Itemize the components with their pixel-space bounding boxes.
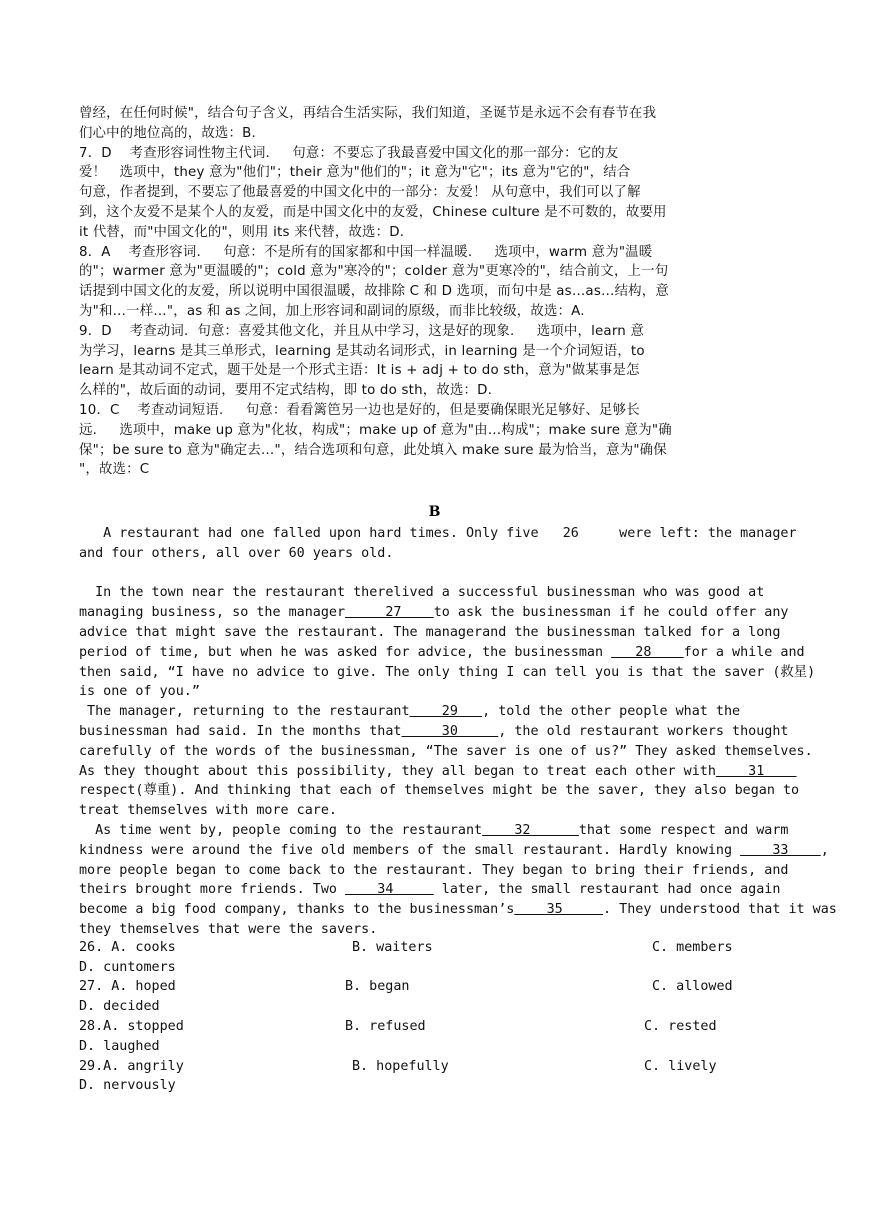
answer-line: 话提到中国文化的友爱，所以说明中国很温暖，故排除 C 和 D 选项，而句中是 as…as…结构，意	[79, 284, 669, 300]
answer-line: it 代替，而"中国文化的"，则用 its 来代替，故选：D.	[79, 224, 405, 240]
passage-line	[79, 682, 200, 702]
passage-line	[79, 821, 788, 841]
passage-text: theirs brought more friends. Two	[79, 882, 346, 898]
passage-text: become a big food company, thanks to the businessman’s	[79, 902, 515, 918]
passage-text: As time went by, people coming to the restaurant	[79, 823, 483, 838]
passage-text: is one of you.”	[79, 684, 200, 700]
option-a: 27. A. hoped	[79, 979, 176, 995]
option-b: B. began	[345, 979, 410, 995]
passage-line: A restaurant had one falled upon hard times. Only five 26 were left: the manager	[79, 526, 797, 541]
section-title: B	[428, 504, 441, 520]
passage-text: then said, “I have no advice to give. The only thing I can tell you is that the saver (救星)	[79, 664, 816, 680]
passage-line	[79, 920, 377, 940]
option-c: C. members	[652, 939, 733, 955]
passage-line: and four others, all over 60 years old.	[79, 545, 394, 561]
option-b: B. refused	[345, 1019, 426, 1034]
passage-line	[79, 702, 740, 722]
answer-line: 句意，作者提到，不要忘了他最喜爱的中国文化中的一部分：友爱！ 从句意中，我们可以了解	[79, 185, 641, 201]
passage-text: to ask the businessman if he could offer any	[433, 605, 789, 621]
option-a: 29.A. angrily	[79, 1058, 184, 1074]
blank-number: 27	[345, 605, 434, 621]
passage-text: businessman had said. In the months that	[79, 724, 402, 739]
option-c: C. allowed	[652, 979, 733, 995]
passage-text: more people began to come back to the restaurant. They began to bring their friends, and	[79, 862, 789, 878]
passage-text: for a while and	[683, 644, 805, 660]
option-d: D. cuntomers	[79, 959, 176, 975]
option-b: B. hopefully	[352, 1058, 449, 1074]
passage-text: , the old restaurant workers thought	[498, 724, 789, 739]
passage-text: treat themselves with more care.	[79, 803, 337, 819]
passage-text: In the town near the restaurant therelived a successful businessman who was good at	[79, 585, 765, 601]
answer-line: 9．D 考查动词. 句意：喜爱其他文化，并且从中学习，这是好的现象. 选项中，learn 意	[79, 323, 645, 339]
passage-line	[79, 801, 337, 821]
passage-text: kindness were around the five old members of the small restaurant. Hardly knowing	[79, 842, 741, 858]
passage-text: . They understood that it was	[603, 902, 837, 918]
answer-line: 远. 选项中，make up 意为"化妆，构成"；make up of 意为"由…构成"；make sure 意为"确	[79, 422, 672, 438]
answer-line: 为学习，learns 是其三单形式，learning 是其动名词形式，in learning 是一个介词短语，to	[79, 343, 645, 359]
answer-line: 曾经，在任何时候"，结合句子含义，再结合生活实际，我们知道，圣诞节是永远不会有春节在我	[79, 106, 657, 121]
option-d: D. nervously	[79, 1078, 176, 1094]
passage-line	[79, 742, 813, 762]
answer-line: learn 是其动词不定式，题干处是一个形式主语：It is + adj + to do sth，意为"做某事是怎	[79, 363, 640, 379]
blank-number: 35	[514, 902, 604, 918]
passage-line	[79, 623, 780, 643]
passage-line	[79, 663, 815, 683]
answer-line: 8．A 考查形容词. 句意：不是所有的国家都和中国一样温暖. 选项中，warm 意为"温暖	[79, 244, 653, 260]
answer-line: 么样的"，故后面的动词，要用不定式结构，即 to do sth，故选：D.	[79, 383, 493, 399]
blank-number: 29	[409, 704, 483, 720]
passage-text: advice that might save the restaurant. The managerand the businessman talked for a long	[79, 625, 781, 640]
answer-line: 们心中的地位高的，故选：B.	[79, 125, 256, 141]
passage-line	[79, 603, 788, 623]
passage-text: they themselves that were the savers.	[79, 922, 378, 937]
passage-text: later, the small restaurant had once again	[433, 882, 781, 898]
passage-text: managing business, so the manager	[79, 605, 346, 621]
blank-number: 31	[715, 763, 797, 779]
passage-text: respect(尊重). And thinking that each of themselves might be the saver, they also began to	[79, 783, 800, 799]
passage-text: ,	[820, 842, 829, 858]
option-a: 28.A. stopped	[79, 1019, 184, 1034]
passage-line	[79, 781, 799, 801]
passage-line	[79, 841, 829, 861]
answer-line: "，故选：C	[79, 462, 150, 478]
passage-text: that some respect and warm	[578, 823, 789, 838]
blank-number: 34	[345, 882, 434, 898]
passage-text: The manager, returning to the restaurant	[79, 704, 410, 720]
passage-line	[79, 880, 780, 900]
answer-line: 为"和…一样…"，as 和 as 之间，加上形容词和副词的原级，而非比较级，故选：A.	[79, 304, 585, 319]
passage-text: , told the other people what the	[482, 704, 741, 720]
answer-line: 到，这个友爱不是某个人的友爱，而是中国文化中的友爱，Chinese culture 是不可数的，故要用	[79, 205, 667, 220]
blank-number: 28	[611, 644, 684, 660]
passage-line	[79, 762, 797, 782]
option-b: B. waiters	[352, 939, 433, 955]
answer-line: 保"；be sure to 意为"确定去…"，结合选项和句意，此处填入 make sure 最为恰当，意为"确保	[79, 442, 667, 458]
passage-text: As they thought about this possibility, they all began to treat each other with	[79, 763, 716, 779]
passage-line	[79, 861, 788, 881]
option-c: C. lively	[644, 1058, 717, 1074]
option-d: D. decided	[79, 999, 160, 1015]
answer-line: 的"；warmer 意为"更温暖的"；cold 意为"寒冷的"；colder 意为"更寒冷的"，结合前文，上一句	[79, 264, 669, 280]
blank-number: 32	[482, 823, 579, 838]
blank-number: 33	[740, 842, 821, 858]
option-d: D. laughed	[79, 1038, 160, 1054]
answer-line: 7．D 考查形容词性物主代词. 句意：不要忘了我最喜爱中国文化的那一部分：它的友	[79, 145, 619, 161]
passage-line	[79, 722, 788, 742]
passage-text: carefully of the words of the businessman, “The saver is one of us?” They asked themselves.	[79, 743, 813, 759]
passage-text: period of time, but when he was asked for advice, the businessman	[79, 644, 612, 660]
answer-line: 10．C 考查动词短语. 句意：看看篱笆另一边也是好的，但是要确保眼光足够好、足够长	[79, 403, 640, 418]
blank-number: 30	[401, 724, 499, 739]
passage-line	[79, 900, 837, 920]
passage-line	[79, 583, 764, 603]
answer-line: 爱！ 选项中，they 意为"他们"；their 意为"他们的"；it 意为"它"；its 意为"它的"，结合	[79, 165, 631, 181]
option-c: C. rested	[644, 1019, 717, 1034]
passage-line	[79, 643, 805, 663]
option-a: 26. A. cooks	[79, 939, 176, 955]
